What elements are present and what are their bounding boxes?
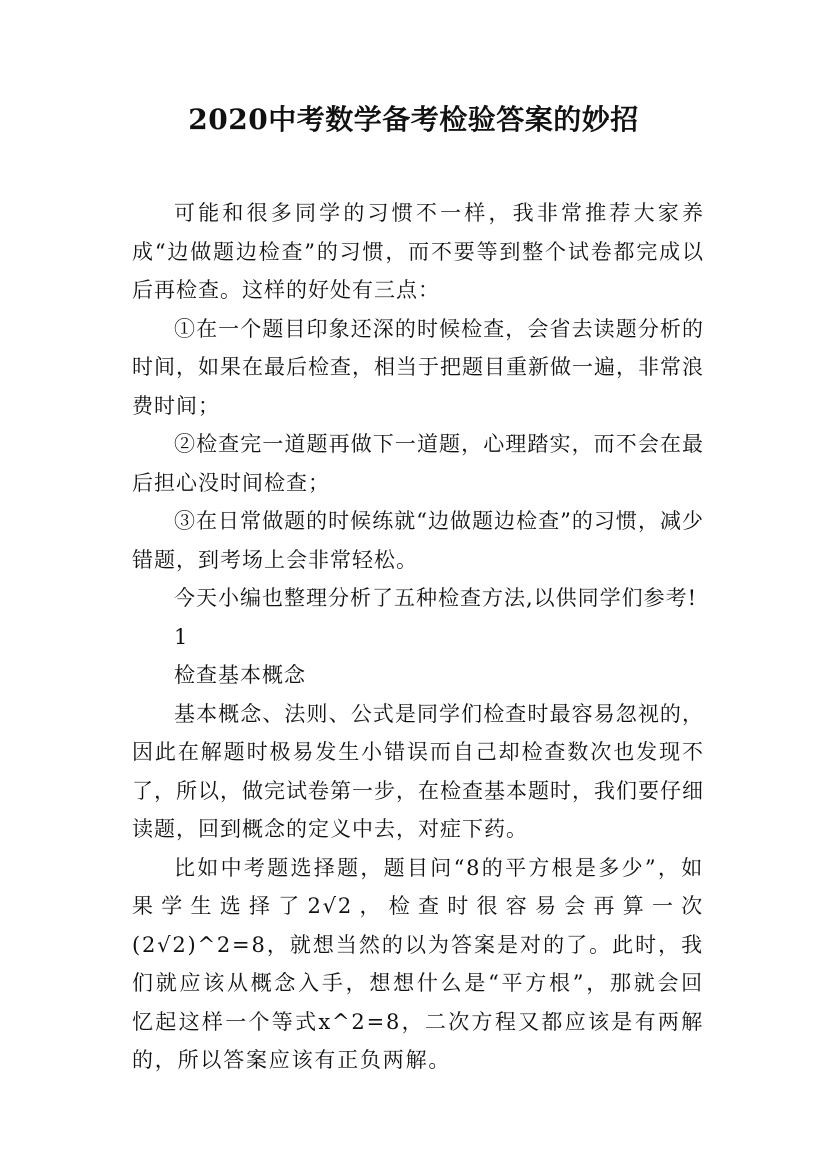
paragraph-point-1: ①在一个题目印象还深的时候检查，会省去读题分析的时间，如果在最后检查，相当于把题目重新做一遍，非常浪费时间；: [132, 316, 704, 418]
paragraph-point-2: ②检查完一道题再做下一道题，心理踏实，而不会在最后担心没时间检查；: [132, 432, 704, 495]
paragraph-intro: 可能和很多同学的习惯不一样，我非常推荐大家养成“边做题边检查”的习惯，而不要等到整个试卷都完成以后再检查。这样的好处有三点：: [132, 201, 704, 302]
paragraph-point-3: ③在日常做题的时候练就“边做题边检查”的习惯，减少错题，到考场上会非常轻松。: [132, 509, 704, 572]
paragraph-example: 比如中考题选择题，题目问“8的平方根是多少”，如果学生选择了2√2，检查时很容易会再算一次(2√2)^2=8，就想当然的以为答案是对的了。此时，我们就应该从概念入手，想想什么是“平方根”，那就会回忆起这样一个等式x^2=8，二次方程又都应该是有两解的，所以答案应该有正负两解。: [132, 855, 704, 1072]
section-heading: 检查基本概念: [174, 663, 306, 687]
paragraph-methods-intro: 今天小编也整理分析了五种检查方法,以供同学们参考!: [174, 586, 698, 610]
document-body: [132, 194, 704, 1080]
paragraph-concepts: 基本概念、法则、公式是同学们检查时最容易忽视的，因此在解题时极易发生小错误而自己却检查数次也发现不了，所以，做完试卷第一步，在检查基本题时，我们要仔细读题，回到概念的定义中去，对症下药。: [132, 701, 704, 841]
document-title: 2020中考数学备考检验答案的妙招: [188, 103, 639, 136]
section-number: 1: [174, 624, 189, 649]
